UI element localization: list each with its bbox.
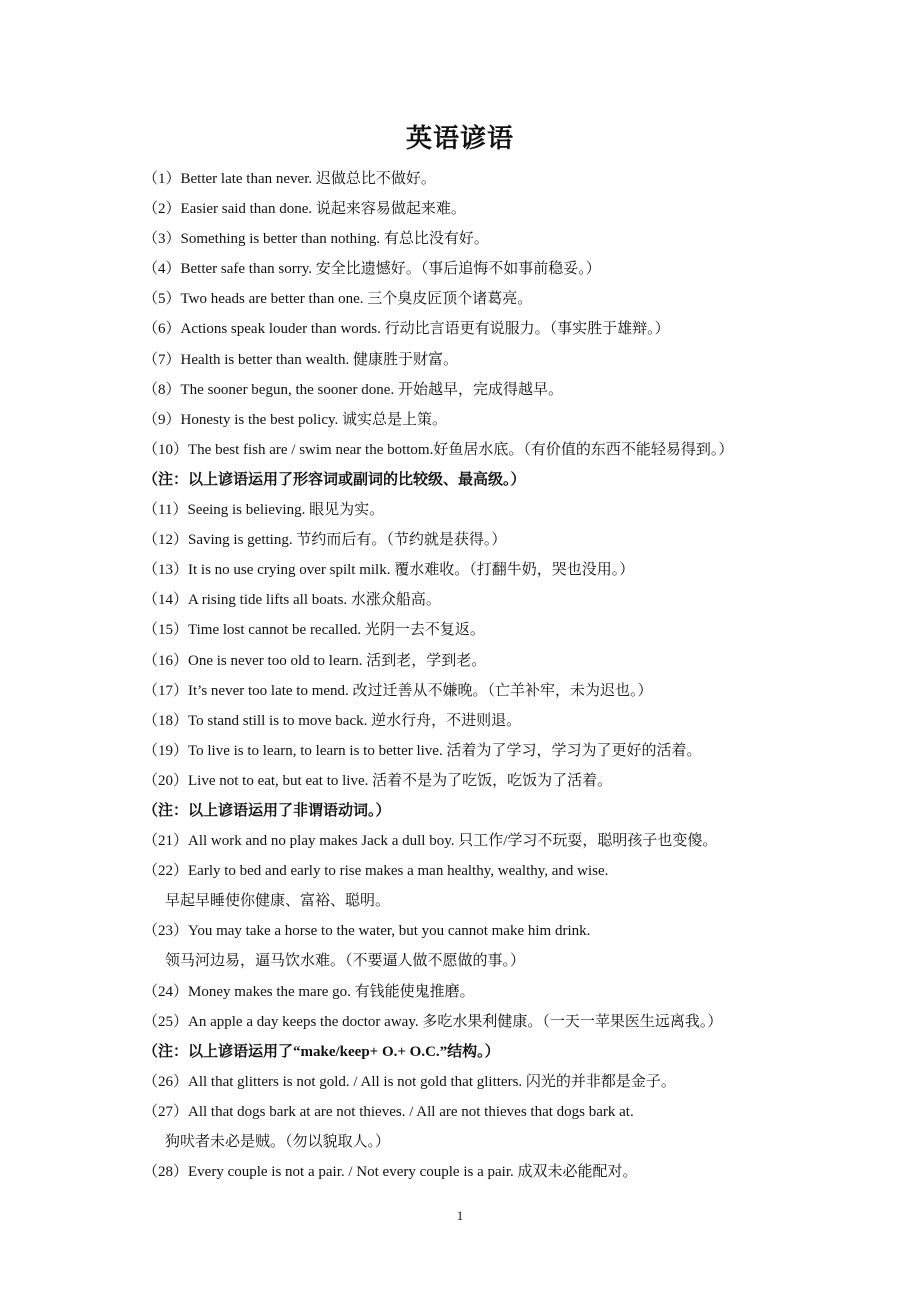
proverb-item: （7）Health is better than wealth. 健康胜于财富。	[143, 351, 458, 368]
proverb-item: （12）Saving is getting. 节约而后有。（节约就是获得。）	[143, 532, 507, 549]
proverb-item: （14）A rising tide lifts all boats. 水涨众船高。	[143, 592, 441, 609]
proverb-item: （15）Time lost cannot be recalled. 光阴一去不复返。	[143, 622, 485, 639]
proverb-item: （6）Actions speak louder than words. 行动比言语更有说服力。（事实胜于雄辩。）	[143, 321, 670, 338]
note-line: （注：以上谚语运用了形容词或副词的比较级、最高级。）	[143, 471, 526, 488]
translation-line: 早起早睡使你健康、富裕、聪明。	[165, 893, 391, 910]
proverb-item: （5）Two heads are better than one. 三个臭皮匠顶个诸葛亮。	[143, 291, 533, 308]
proverb-item: （27）All that dogs bark at are not thieves. / All are not thieves that dogs bark at.	[143, 1103, 634, 1120]
proverb-item: （24）Money makes the mare go. 有钱能使鬼推磨。	[143, 983, 475, 1000]
translation-line: 领马河边易，逼马饮水难。（不要逼人做不愿做的事。）	[165, 953, 526, 970]
proverb-item: （26）All that glitters is not gold. / All is not gold that glitters. 闪光的并非都是金子。	[143, 1073, 676, 1090]
proverb-item: （25）An apple a day keeps the doctor away. 多吃水果利健康。（一天一苹果医生远离我。）	[143, 1013, 723, 1030]
note-line: （注：以上谚语运用了“make/keep+ O.+ O.C.”结构。）	[143, 1043, 500, 1060]
document-title: 英语谚语	[405, 124, 514, 154]
proverb-item: （19）To live is to learn, to learn is to better live. 活着为了学习，学习为了更好的活着。	[143, 742, 702, 759]
proverb-item: （3）Something is better than nothing. 有总比没有好。	[143, 231, 489, 248]
proverb-item: （1）Better late than never. 迟做总比不做好。	[143, 171, 436, 187]
proverb-item: （16）One is never too old to learn. 活到老，学到老。	[143, 652, 487, 669]
proverb-list	[143, 164, 823, 1187]
proverb-item: （28）Every couple is not a pair. / Not every couple is a pair. 成双未必能配对。	[143, 1164, 638, 1181]
proverb-item: （18）To stand still is to move back. 逆水行舟，不进则退。	[143, 712, 522, 729]
proverb-item: （21）All work and no play makes Jack a dull boy. 只工作/学习不玩耍，聪明孩子也变傻。	[143, 833, 718, 850]
proverb-item: （2）Easier said than done. 说起来容易做起来难。	[143, 201, 466, 218]
proverb-item: （22）Early to bed and early to rise makes a man healthy, wealthy, and wise.	[143, 863, 609, 880]
proverb-item: （4）Better safe than sorry. 安全比遗憾好。（事后追悔不如事前稳妥。）	[143, 261, 601, 278]
proverb-item: （13）It is no use crying over spilt milk. 覆水难收。（打翻牛奶，哭也没用。）	[143, 562, 635, 579]
proverb-item: （9）Honesty is the best policy. 诚实总是上策。	[143, 411, 448, 428]
proverb-item: （10）The best fish are / swim near the bottom.好鱼居水底。（有价值的东西不能轻易得到。）	[143, 441, 734, 458]
page-number: 1	[456, 1208, 464, 1223]
proverb-item: （23）You may take a horse to the water, but you cannot make him drink.	[143, 923, 591, 940]
note-line: （注：以上谚语运用了非谓语动词。）	[143, 802, 391, 819]
proverb-item: （20）Live not to eat, but eat to live. 活着不是为了吃饭，吃饭为了活着。	[143, 772, 613, 789]
proverb-item: （8）The sooner begun, the sooner done. 开始越早，完成得越早。	[143, 381, 563, 398]
proverb-item: （17）It’s never too late to mend. 改过迁善从不嫌晚。（亡羊补牢，未为迟也。）	[143, 682, 653, 699]
translation-line: 狗吠者未必是贼。（勿以貌取人。）	[165, 1134, 391, 1150]
proverb-item: （11）Seeing is believing. 眼见为实。	[143, 502, 385, 519]
